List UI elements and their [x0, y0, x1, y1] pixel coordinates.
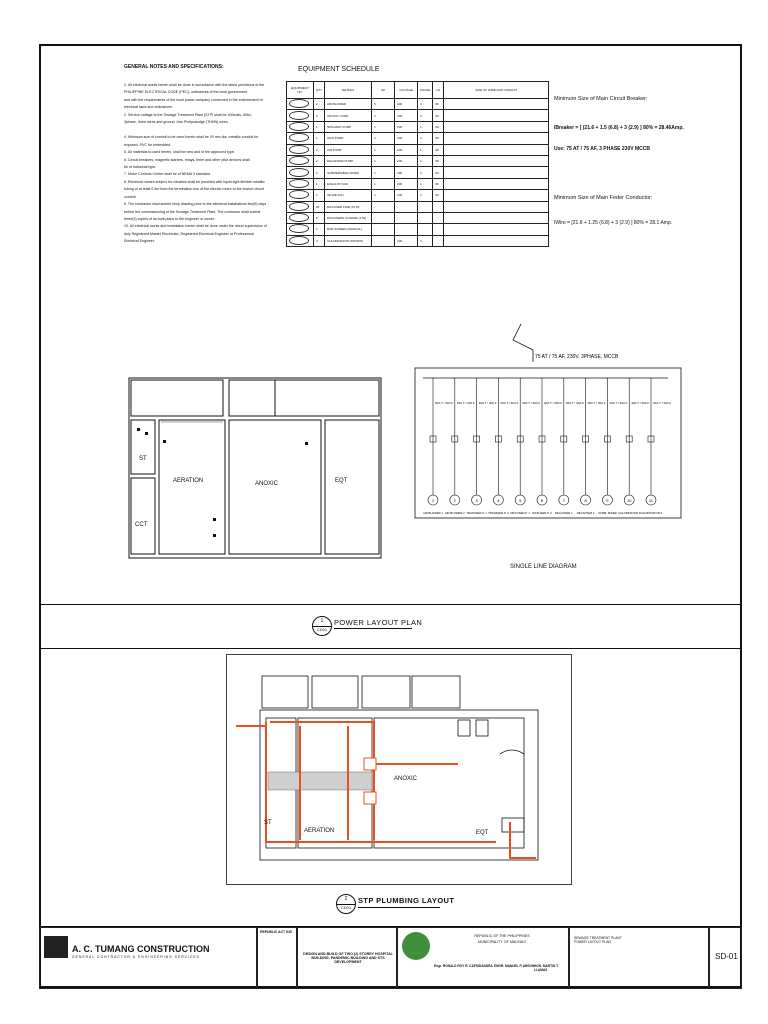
title-block-ra: REPUBLIC ACT 545	[257, 927, 297, 989]
load-label: TRANSFER P. 1	[466, 511, 487, 515]
schedule-cell-voltage: 230	[395, 178, 418, 189]
power-layout-plan-title: POWER LAYOUT PLAN	[334, 618, 423, 627]
schedule-header-cell: PHASE	[418, 82, 433, 99]
load-number: 2	[453, 498, 456, 503]
schedule-cell-voltage: 230	[395, 235, 418, 246]
schedule-cell-wire	[444, 212, 549, 223]
title-underline	[334, 628, 412, 629]
branch-breaker-label: 30A T / 30A F	[522, 401, 541, 405]
schedule-row	[287, 167, 549, 178]
schedule-cell-qty: 2	[314, 99, 325, 110]
equipment-symbol-icon	[289, 179, 309, 188]
schedule-cell-hp: -	[372, 224, 395, 235]
load-label: DECANTER 2	[576, 511, 595, 515]
equipment-symbol-cell	[287, 212, 314, 223]
load-label: AIR BLOWER 2	[444, 511, 465, 515]
general-note-line: Electrical Engineer.	[124, 239, 155, 244]
load-label: AIR BLOWER 1	[423, 511, 443, 515]
load-label: DIFFUSER P. 2	[532, 511, 552, 515]
schedule-cell-hz	[433, 235, 444, 246]
room-label-aeration: AERATION	[173, 478, 204, 484]
schedule-cell-hz: 60	[433, 190, 444, 201]
drawing-number-bubble: 2 CD01	[336, 894, 356, 914]
equipment-symbol-icon	[289, 99, 309, 108]
room-label-st: ST	[139, 456, 147, 462]
title-block-sheet-number: SD-01	[709, 927, 742, 989]
schedule-cell-voltage: 400	[395, 167, 418, 178]
equipment-schedule-table	[286, 81, 549, 247]
equipment-symbol-icon	[289, 122, 309, 131]
general-note-line: duly Registered Master Electrician, Registered Electrical Engineer or Professional	[124, 231, 254, 236]
schedule-cell-voltage: 230	[395, 155, 418, 166]
schedule-cell-hp: 1	[372, 110, 395, 121]
branch-breaker-label: 30A T / 30A F	[500, 401, 519, 405]
equipment-symbol-cell	[287, 121, 314, 132]
schedule-cell-hz: 60	[433, 155, 444, 166]
general-note-line: 1. All electrical works herein shall be done in accordance with the latest provisions of the	[124, 83, 265, 87]
schedule-cell-voltage: 230	[395, 144, 418, 155]
drawing-number-bubble: 1 CD01	[312, 616, 332, 636]
equipment-symbol-cell	[287, 110, 314, 121]
municipal-seal	[402, 932, 430, 960]
separator-line	[39, 604, 742, 605]
schedule-cell-qty: 2	[314, 144, 325, 155]
general-note-line: 10. All electrical works and installation herein shall be done under the direct supervision of	[124, 224, 267, 229]
schedule-header-cell: SIZE OF WIRE AND CONDUIT	[444, 82, 549, 99]
general-note-line: 9. The contractor shall submit shop drawing prior to the electrical installations five(5) days	[124, 202, 267, 207]
schedule-cell-hz: 60	[433, 178, 444, 189]
schedule-cell-hz: 60	[433, 133, 444, 144]
general-note-line: tubing of at least 0.4m from the termination box of the electric motor to the branch circuit	[124, 187, 265, 192]
title-underline	[358, 907, 440, 908]
stp-plumbing-layout-title: STP PLUMBING LAYOUT	[358, 896, 455, 905]
schedule-cell-details: INLINE FAN	[325, 190, 372, 201]
schedule-cell-qty: 6	[314, 212, 325, 223]
equipment-symbol-cell	[287, 201, 314, 212]
schedule-cell-hz: 60	[433, 167, 444, 178]
schedule-cell-qty: 1	[314, 121, 325, 132]
equipment-symbol-cell	[287, 144, 314, 155]
general-note-line: 4. Minimum size of conduit to be used herein shall be 20 mm dia. metallic conduit for	[124, 135, 259, 140]
single-line-diagram-title: SINGLE LINE DIAGRAM	[510, 564, 577, 570]
room-label-anoxic: ANOXIC	[255, 481, 279, 487]
schedule-cell-hp: 1	[372, 190, 395, 201]
general-note-line: before the commissioning of the Sewage Treatment Plant. The contractor shall submit	[124, 209, 261, 214]
title-block-owner: REPUBLIC OF THE PHILIPPINES MUNICIPALITY OF MALINAO Engr. RONALD ROY R. CAPSIDANDRA ENGR. MANUEL P. ABSON HON. MARTIN T. LLAMAS	[397, 927, 569, 989]
branch-breaker-label: 30A T / 30A F	[653, 401, 672, 405]
company-logo	[44, 936, 68, 958]
schedule-cell-hp: 5	[372, 99, 395, 110]
feeder-formula: IWire = [21.6 + 1.25 (6.8) + 3 (2.9) ] 80% = 28.1 Amp.	[554, 220, 673, 226]
schedule-row	[287, 121, 549, 132]
load-label: DIFFUSER P. 1	[510, 511, 530, 515]
schedule-cell-details: SUBMERSIBLE MIXER	[325, 167, 372, 178]
schedule-cell-wire	[444, 190, 549, 201]
schedule-cell-details: BAR SCREEN (MANUAL)	[325, 224, 372, 235]
schedule-cell-voltage: -	[395, 201, 418, 212]
schedule-cell-details: DIFFUSERS COARSE (4 IN)	[325, 212, 372, 223]
equipment-symbol-cell	[287, 224, 314, 235]
schedule-cell-hp: -	[372, 235, 395, 246]
schedule-cell-phase: 1	[418, 121, 433, 132]
schedule-header-cell: QTY	[314, 82, 325, 99]
breaker-title: Minimum Size of Main Circuit Breaker:	[554, 96, 648, 102]
schedule-cell-wire	[444, 144, 549, 155]
equipment-symbol-cell	[287, 178, 314, 189]
room-label-cct: CCT	[135, 522, 148, 528]
load-number: 4	[497, 498, 500, 503]
schedule-row	[287, 99, 549, 110]
schedule-cell-phase: 1	[418, 190, 433, 201]
schedule-row	[287, 235, 549, 246]
equipment-symbol-icon	[289, 202, 309, 211]
branch-breaker-label: 30A T / 30A F	[587, 401, 606, 405]
plumbing-room-anoxic: ANOXIC	[394, 776, 418, 782]
breaker-use: Use: 75 AT / 75 AF, 3 PHASE 230V MCCB	[554, 146, 650, 152]
load-number: 6	[540, 498, 544, 503]
single-line-diagram	[413, 320, 683, 525]
schedule-row	[287, 110, 549, 121]
feeder-title: Minimum Size of Main Feder Conductor:	[554, 195, 653, 201]
branch-breaker-label: 30A T / 30A F	[609, 401, 628, 405]
schedule-cell-qty: 1	[314, 224, 325, 235]
schedule-cell-voltage: 230	[395, 110, 418, 121]
schedule-cell-hz	[433, 201, 444, 212]
equipment-schedule-title: EQUIPMENT SCHEDULE	[298, 66, 380, 73]
general-notes	[124, 82, 272, 246]
schedule-cell-hp: 1	[372, 121, 395, 132]
general-note-line: conduit.	[124, 194, 137, 199]
title-block-company: A. C. TUMANG CONSTRUCTION GENERAL CONTRACTOR & ENGINEERING SERVICES	[39, 927, 257, 989]
schedule-cell-wire	[444, 155, 549, 166]
equipment-symbol-icon	[289, 213, 309, 222]
load-number: 8	[584, 498, 587, 503]
schedule-cell-voltage: -	[395, 212, 418, 223]
schedule-cell-phase: 3	[418, 167, 433, 178]
schedule-cell-wire	[444, 167, 549, 178]
branch-breaker-label: 30A T / 30A F	[631, 401, 650, 405]
schedule-cell-qty: 2	[314, 110, 325, 121]
plumbing-room-eqt: EQT	[476, 830, 489, 836]
general-note-line: PHILIPPINE ELECTRICAL CODE (PEC), ordinances of the local government	[124, 90, 247, 95]
schedule-cell-hp: 1	[372, 178, 395, 189]
load-number: 7	[562, 498, 565, 503]
schedule-cell-details: AIR PUMP	[325, 144, 372, 155]
general-note-line: 3phase, three wires and ground. Use Phelpsdodge (THHN) wires.	[124, 120, 229, 125]
schedule-header-cell: EQUIPMENT NO.	[287, 82, 314, 99]
schedule-cell-voltage: -	[395, 224, 418, 235]
schedule-cell-hz: 60	[433, 99, 444, 110]
schedule-cell-phase: 1	[418, 133, 433, 144]
general-note-line: 8. Electrical motors subject for vibration shall be provided with liquid tight flexible metallic	[124, 179, 265, 184]
schedule-cell-phase: 1	[418, 144, 433, 155]
schedule-cell-hp: 1	[372, 144, 395, 155]
equipment-symbol-icon	[289, 236, 309, 245]
title-block-sheet-contents: SEWAGE TREATMENT PLANT POWER LAYOUT PLAN	[569, 927, 709, 989]
schedule-cell-details: DIFFUSER FINE (70 M)	[325, 201, 372, 212]
general-note-line: and with the requirements of the local power company concerned in the enforcement of	[124, 97, 263, 102]
schedule-cell-details: CHLORINATOR (DOSIPO)	[325, 235, 372, 246]
schedule-row	[287, 133, 549, 144]
schedule-cell-wire	[444, 224, 549, 235]
load-number: 10	[626, 498, 632, 503]
schedule-cell-voltage: 230	[395, 133, 418, 144]
schedule-row	[287, 144, 549, 155]
separator-line	[39, 648, 742, 649]
schedule-row	[287, 155, 549, 166]
schedule-cell-hz: 60	[433, 144, 444, 155]
general-note-line: 5. All materials to used herein, shall be new and of the approved type.	[124, 150, 235, 155]
schedule-cell-details: EXHAUST FAN	[325, 178, 372, 189]
schedule-row	[287, 224, 549, 235]
equipment-symbol-cell	[287, 167, 314, 178]
schedule-cell-qty: 2	[314, 235, 325, 246]
equipment-symbol-cell	[287, 235, 314, 246]
schedule-cell-phase	[418, 212, 433, 223]
schedule-cell-details: SPILLWAY PUMP	[325, 121, 372, 132]
load-number: 3	[475, 498, 478, 503]
plumbing-room-st: ST	[264, 820, 272, 826]
equipment-symbol-icon	[289, 224, 309, 233]
schedule-cell-wire	[444, 110, 549, 121]
schedule-cell-details: AIR BLOWER	[325, 99, 372, 110]
schedule-cell-voltage: 230	[395, 121, 418, 132]
schedule-cell-phase: 3	[418, 99, 433, 110]
equipment-symbol-icon	[289, 111, 309, 120]
schedule-cell-phase: 1	[418, 235, 433, 246]
schedule-cell-qty: 1	[314, 178, 325, 189]
schedule-header-cell: HP	[372, 82, 395, 99]
branch-breaker-label: 30A T / 30A F	[544, 401, 563, 405]
schedule-cell-qty: 1	[314, 133, 325, 144]
load-label: CHLORINATOR 1	[617, 511, 641, 515]
schedule-cell-wire	[444, 201, 549, 212]
schedule-row	[287, 178, 549, 189]
schedule-cell-details: DECANTER PUMP	[325, 155, 372, 166]
schedule-header-cell: DETAILS	[325, 82, 372, 99]
general-note-line: 2. Service voltage to the Sewage Treatment Plant (STP) shall be 400volts, 60hz,	[124, 112, 252, 117]
plumbing-room-aeration: AERATION	[304, 828, 335, 834]
schedule-cell-phase	[418, 201, 433, 212]
load-label: DECANTER 1	[554, 511, 573, 515]
schedule-cell-hz	[433, 212, 444, 223]
schedule-cell-phase	[418, 224, 433, 235]
schedule-cell-hz: 60	[433, 110, 444, 121]
schedule-header-cell: Hz	[433, 82, 444, 99]
branch-breaker-label: 30A T / 30A F	[565, 401, 584, 405]
general-note-line: 6. Circuit breakers, magnetic starters, relays, timer and other pilot devices shall	[124, 157, 250, 162]
schedule-cell-qty: 2	[314, 167, 325, 178]
schedule-cell-qty: 1	[314, 190, 325, 201]
schedule-cell-wire	[444, 235, 549, 246]
equipment-symbol-cell	[287, 155, 314, 166]
schedule-cell-hp: 1	[372, 133, 395, 144]
schedule-cell-wire	[444, 178, 549, 189]
equipment-symbol-cell	[287, 99, 314, 110]
stp-plumbing-layout-drawing	[226, 654, 572, 886]
schedule-cell-details: WAS PUMP	[325, 133, 372, 144]
equipment-symbol-icon	[289, 145, 309, 154]
general-notes-title: GENERAL NOTES AND SPECIFICATIONS:	[124, 64, 224, 70]
schedule-row	[287, 201, 549, 212]
title-block	[39, 926, 742, 989]
equipment-symbol-icon	[289, 133, 309, 142]
schedule-cell-details: ANOXIC COMP	[325, 110, 372, 121]
load-number: 11	[648, 498, 654, 503]
general-note-line: exposed. PVC for embedded.	[124, 142, 172, 147]
general-note-line: three(3) copies of as-built plans to the engineer or owner.	[124, 216, 215, 221]
general-note-line: electrical laws and ordinances.	[124, 105, 173, 110]
equipment-symbol-icon	[289, 156, 309, 165]
schedule-cell-hp: -	[372, 201, 395, 212]
schedule-header-cell: VOLTAGE	[395, 82, 418, 99]
load-label: SUMB. MIXER	[598, 511, 617, 515]
branch-breaker-label: 30A T / 30A F	[478, 401, 497, 405]
title-block-project: DESIGN AND BUILD OF TWO (2) STOREY HOSPITAL BUILDING, PANDEMIC BUILDING AND STS DEVELOPMENT	[297, 927, 397, 989]
schedule-cell-wire	[444, 121, 549, 132]
schedule-cell-phase: 1	[418, 155, 433, 166]
main-breaker-label: 75 AT / 75 AF, 230V, 3PHASE, MCCB	[535, 354, 619, 360]
branch-breaker-label: 30A T / 30A F	[435, 401, 454, 405]
room-label-eqt: EQT	[335, 478, 348, 484]
equipment-symbol-icon	[289, 190, 309, 199]
power-layout-plan-drawing	[125, 370, 385, 570]
load-number: 1	[431, 498, 435, 503]
load-label: TRANSFER P. 2	[488, 511, 509, 515]
equipment-symbol-icon	[289, 168, 309, 177]
schedule-cell-qty: 30	[314, 201, 325, 212]
schedule-row	[287, 212, 549, 223]
schedule-row	[287, 190, 549, 201]
schedule-cell-hz: 60	[433, 121, 444, 132]
branch-breaker-label: 30A T / 30A F	[456, 401, 475, 405]
breaker-formula: IBreaker = [ (21.6 + 1.5 (6.8) + 3 (2.9) ] 80% = 28.46Amp.	[554, 125, 684, 131]
load-number: 5	[519, 498, 522, 503]
schedule-cell-voltage: 230	[395, 190, 418, 201]
schedule-cell-hp: -	[372, 212, 395, 223]
general-note-line: be of industrial type.	[124, 165, 157, 170]
schedule-cell-hz	[433, 224, 444, 235]
equipment-symbol-cell	[287, 133, 314, 144]
schedule-cell-hp: 1	[372, 155, 395, 166]
schedule-cell-hp: 1	[372, 167, 395, 178]
equipment-symbol-cell	[287, 190, 314, 201]
schedule-cell-qty: 2	[314, 155, 325, 166]
load-label: CHLORINATOR 2	[639, 511, 663, 515]
load-number: 9	[606, 498, 609, 503]
schedule-cell-wire	[444, 99, 549, 110]
schedule-cell-phase: 1	[418, 110, 433, 121]
schedule-cell-voltage: 400	[395, 99, 418, 110]
general-note-line: 7. Motor Controls Center shall be of NEMA 3 standard.	[124, 172, 211, 177]
schedule-cell-wire	[444, 133, 549, 144]
schedule-cell-phase: 1	[418, 178, 433, 189]
